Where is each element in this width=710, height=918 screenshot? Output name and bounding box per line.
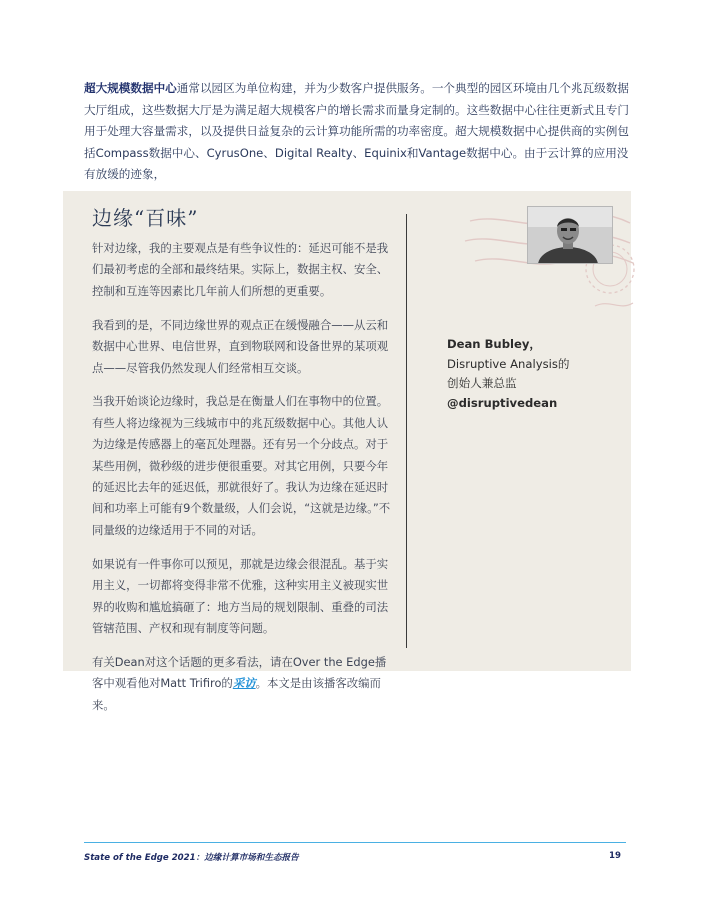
intro-lead-term: 超大规模数据中心 xyxy=(84,81,177,95)
last-paragraph-text: 有关Dean对这个话题的更多看法，请在Over the Edge播客中观看他对Matt Trifiro的 xyxy=(92,654,387,691)
author-organization: Disruptive Analysis的 xyxy=(447,356,570,371)
author-role: 创始人兼总监 xyxy=(447,376,517,391)
sidebar-paragraph: 当我开始谈论边缘时，我总是在衡量人们在事物中的位置。有些人将边缘视为三线城市中的兆瓦级数据中心。其他人认为边缘是传感器上的毫瓦处理器。还有另一个分歧点。对于某些用例，微秒级的进步便很重要。对其它用例，只要今年的延迟比去年的延迟低，那就很好了。我认为边缘在延迟时间和功率上可能有9个数量级，人们会说，“这就是边缘。”不同量级的边缘适用于不同的对话。 xyxy=(92,394,391,537)
intro-paragraph xyxy=(84,78,632,186)
sidebar-paragraph: 针对边缘，我的主要观点是有些争议性的：延迟可能不是我们最初考虑的全部和最终结果。实际上，数据主权、安全、控制和互连等因素比几年前人们所想的更重要。 xyxy=(92,241,389,298)
footer-title: State of the Edge 2021：边缘计算市场和生态报告 xyxy=(84,853,299,863)
portrait-photo xyxy=(527,206,613,264)
portrait-image xyxy=(528,207,612,263)
sidebar-paragraph-last xyxy=(92,652,392,716)
last-paragraph-suffix: 。本文是由该播客改编而来。 xyxy=(92,676,381,712)
author-handle: @disruptivedean xyxy=(447,395,558,410)
author-name: Dean Bubley， xyxy=(447,337,541,351)
sidebar-paragraph: 我看到的是，不同边缘世界的观点正在缓慢融合——从云和数据中心世界、电信世界，直到物联网和设备世界的某项观点——尽管我仍然发现人们经常相互交谈。 xyxy=(92,317,389,375)
vertical-divider xyxy=(406,214,407,648)
sidebar-paragraphs xyxy=(92,238,392,729)
author-caption xyxy=(447,335,617,413)
intro-text: 通常以园区为单位构建，并为少数客户提供服务。一个典型的园区环境由几个兆瓦级数据大厅组成，这些数据大厅是为满足超大规模客户的增长需求而量身定制的。这些数据中心往往更新式且专门用于处理大容量需求，以及提供日益复杂的云计算功能所需的功率密度。超大规模数据中心提供商的实例包括Compass数据中心、CyrusOne、Digital Realty、Equinix和Vantage数据中心。由于云计算的应用没有放缓的迹象， xyxy=(84,81,629,181)
sidebar-title: 边缘“百味” xyxy=(92,206,199,230)
footer-rule xyxy=(84,842,626,843)
interview-link[interactable]: 采访 xyxy=(232,676,256,691)
page-number: 19 xyxy=(609,851,621,861)
sidebar-paragraph: 如果说有一件事你可以预见，那就是边缘会很混乱。基于实用主义，一切都将变得非常不优雅，这种实用主义被现实世界的收购和尴尬搞砸了：地方当局的规划限制、重叠的司法管辖范围、产权和现有制度等问题。 xyxy=(92,556,389,635)
